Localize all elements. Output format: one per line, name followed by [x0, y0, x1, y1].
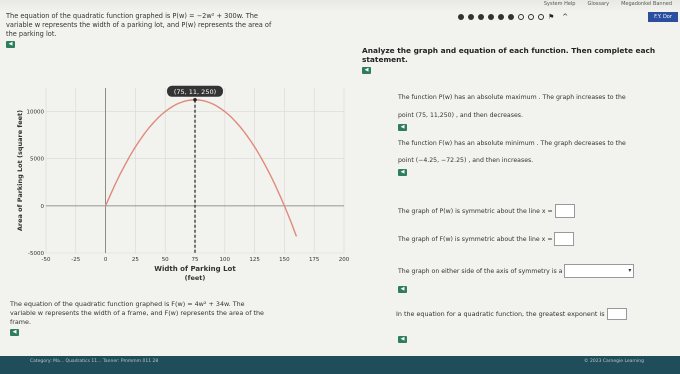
flag-icon: ⚑ — [548, 13, 555, 21]
progress-dot — [488, 14, 494, 20]
chart — [14, 68, 354, 288]
progress-dot — [538, 14, 544, 20]
progress-dot — [508, 14, 514, 20]
footer-bar — [0, 356, 680, 374]
problem-line: variable w represents the width of a parking lot, and P(w) represents the area of — [6, 21, 272, 29]
top-bar — [0, 0, 680, 12]
help-link[interactable]: System Help — [543, 1, 576, 7]
statement-6 — [396, 308, 627, 320]
x-tick-label: 25 — [131, 257, 139, 263]
statement-4 — [398, 232, 574, 246]
audio-icon[interactable]: ◀ — [6, 41, 15, 48]
data-point — [284, 205, 285, 206]
vertex-annotation: (75, 11, 250) — [173, 87, 217, 96]
data-point — [165, 111, 166, 112]
statement-text: point (75, 11,250) , and then decreases. — [398, 112, 523, 119]
statement-text: The function P(w) has an absolute maximum . The graph increases to the — [398, 94, 626, 101]
y-tick-label: 10000 — [26, 109, 44, 116]
data-point — [254, 146, 255, 147]
problem-text — [6, 12, 346, 48]
footer-copyright: © 2023 Carnegie Learning — [584, 359, 644, 364]
y-axis-label: Area of Parking Lot (square feet) — [16, 109, 24, 232]
y-tick-label: 5000 — [30, 156, 44, 163]
data-point — [135, 146, 136, 147]
statement-2b — [398, 157, 533, 164]
x-tick-label: -50 — [41, 257, 51, 263]
audio-icon[interactable]: ◀ — [398, 124, 407, 131]
bottom-line: frame. — [10, 318, 31, 326]
audio-icon[interactable]: ◀ — [398, 286, 407, 293]
progress-dot — [468, 14, 474, 20]
y-tick-label: 0 — [40, 203, 44, 210]
instruction-text — [362, 46, 662, 74]
statement-1 — [398, 94, 626, 101]
statement-text: The graph on either side of the axis of symmetry is a — [398, 268, 563, 275]
answer-input[interactable] — [607, 308, 627, 320]
x-tick-label: 200 — [338, 257, 350, 263]
statement-text: The graph of P(w) is symmetric about the line x = — [398, 208, 553, 215]
data-point — [105, 205, 106, 206]
statement-text: In the equation for a quadratic function, the greatest exponent is — [396, 310, 605, 318]
statement-text: The graph of F(w) is symmetric about the line x = — [398, 236, 553, 243]
user-menu[interactable]: Megadonkel Banned — [621, 1, 672, 7]
x-tick-label: 0 — [103, 257, 108, 263]
statement-1b — [398, 112, 523, 119]
instruction-label: Analyze the graph and equation of each function. Then complete each statement. — [362, 46, 656, 64]
bottom-line: The equation of the quadratic function graphed is F(w) = 4w² + 34w. The — [10, 300, 245, 308]
answer-input[interactable] — [554, 232, 574, 246]
user-badge[interactable]: F.Y. Dor — [648, 12, 678, 22]
audio-icon[interactable]: ◀ — [398, 169, 407, 176]
data-point — [296, 235, 297, 236]
progress-dot — [518, 14, 524, 20]
x-tick-label: 175 — [308, 257, 320, 263]
x-tick-label: 100 — [219, 257, 231, 263]
progress-dot — [528, 14, 534, 20]
x-tick-label: 50 — [161, 257, 169, 263]
bottom-line: variable w represents the width of a frame, and F(w) represents the area of the — [10, 309, 264, 317]
x-tick-label: 125 — [249, 257, 260, 263]
x-tick-label: 150 — [279, 257, 290, 263]
x-axis-unit: (feet) — [184, 274, 206, 282]
top-nav — [544, 1, 672, 7]
audio-icon[interactable]: ◀ — [10, 329, 19, 336]
progress-dot — [478, 14, 484, 20]
answer-dropdown[interactable] — [564, 264, 634, 278]
statement-3 — [398, 204, 575, 218]
glossary-link[interactable]: Glossary — [587, 1, 610, 7]
statement-text: The function F(w) has an absolute minimum . The graph decreases to the — [398, 140, 626, 147]
progress-dot — [458, 14, 464, 20]
y-tick-label: -5000 — [28, 251, 44, 257]
progress-dot — [498, 14, 504, 20]
problem-line: the parking lot. — [6, 30, 57, 38]
statement-text: point (−4.25, −72.25) , and then increases. — [398, 157, 534, 164]
audio-icon[interactable]: ◀ — [362, 67, 371, 74]
footer-left: Category: Ma... Quadratics 11... Tanner: Pmmmm 011 28 — [30, 359, 159, 364]
vertex-point — [193, 98, 197, 102]
x-tick-label: 75 — [191, 257, 199, 263]
statement-2 — [398, 140, 626, 147]
problem-line: The equation of the quadratic function graphed is P(w) = −2w² + 300w. The — [6, 12, 258, 20]
audio-icon[interactable]: ◀ — [398, 336, 407, 343]
answer-input[interactable] — [555, 204, 575, 218]
bottom-problem — [10, 300, 370, 336]
progress-tracker — [458, 13, 568, 21]
statement-5 — [398, 264, 634, 278]
chevron-down-icon: ▾ — [628, 267, 632, 274]
chart-svg — [14, 68, 354, 288]
data-point — [224, 111, 225, 112]
x-tick-label: -25 — [71, 257, 81, 263]
x-axis-label: Width of Parking Lot — [154, 265, 236, 273]
chevron-up-icon[interactable]: ^ — [562, 13, 569, 21]
